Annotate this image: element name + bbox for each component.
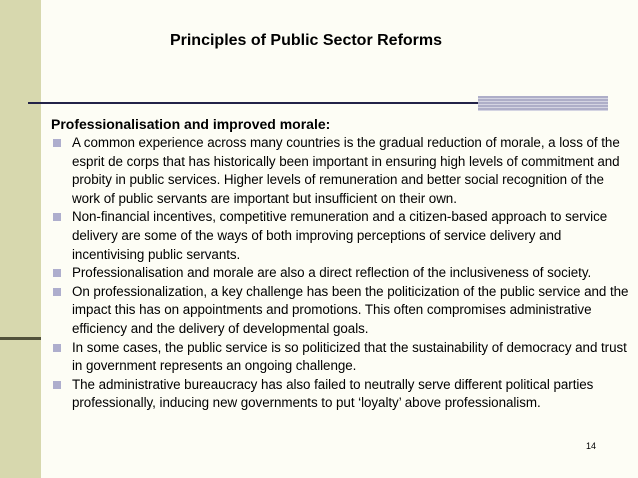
square-bullet-icon <box>53 213 61 221</box>
bullet-text: The administrative bureaucracy has also failed to neutrally serve different political parties professionally, inducing new governments to put ‘loyalty’ above professionalism. <box>72 376 594 411</box>
bullet-item <box>51 283 631 339</box>
bullet-text: Non-financial incentives, competitive remuneration and a citizen-based approach to service delivery are some of the ways of both improving perceptions of service delivery and incentivising public servants. <box>72 209 608 262</box>
slide-title: Principles of Public Sector Reforms <box>169 32 443 49</box>
side-band-accent <box>0 337 41 340</box>
square-bullet-icon <box>53 288 61 296</box>
bullet-list <box>51 134 631 413</box>
bullet-item <box>51 134 631 208</box>
bullet-item <box>51 339 631 376</box>
bullet-text: On professionalization, a key challenge has been the politicization of the public service and the impact this has on appointments and promotions. This often compromises administrative efficiency and the delivery of developmental goals. <box>72 283 629 336</box>
section-heading: Professionalisation and improved morale: <box>51 116 331 132</box>
bullet-item <box>51 376 631 413</box>
bullet-text: Professionalisation and morale are also a direct reflection of the inclusiveness of society. <box>72 265 592 281</box>
square-bullet-icon <box>53 381 61 389</box>
side-band <box>0 0 41 478</box>
square-bullet-icon <box>53 344 61 352</box>
bullet-text: In some cases, the public service is so politicized that the sustainability of democracy and trust in government represents an ongoing challenge. <box>72 339 627 374</box>
bullet-item <box>51 264 631 283</box>
square-bullet-icon <box>53 139 61 147</box>
bullet-item <box>51 208 631 264</box>
divider-accent-block <box>478 96 608 111</box>
page-number: 14 <box>586 441 597 451</box>
slide-content <box>51 114 631 413</box>
bullet-text: A common experience across many countries is the gradual reduction of morale, a loss of the esprit de corps that has historically been important in ensuring high levels of commitment and probity in public services. Higher levels of remuneration and better social recognition of the work of public servants are important but insufficient on their own. <box>72 135 620 206</box>
square-bullet-icon <box>53 269 61 277</box>
